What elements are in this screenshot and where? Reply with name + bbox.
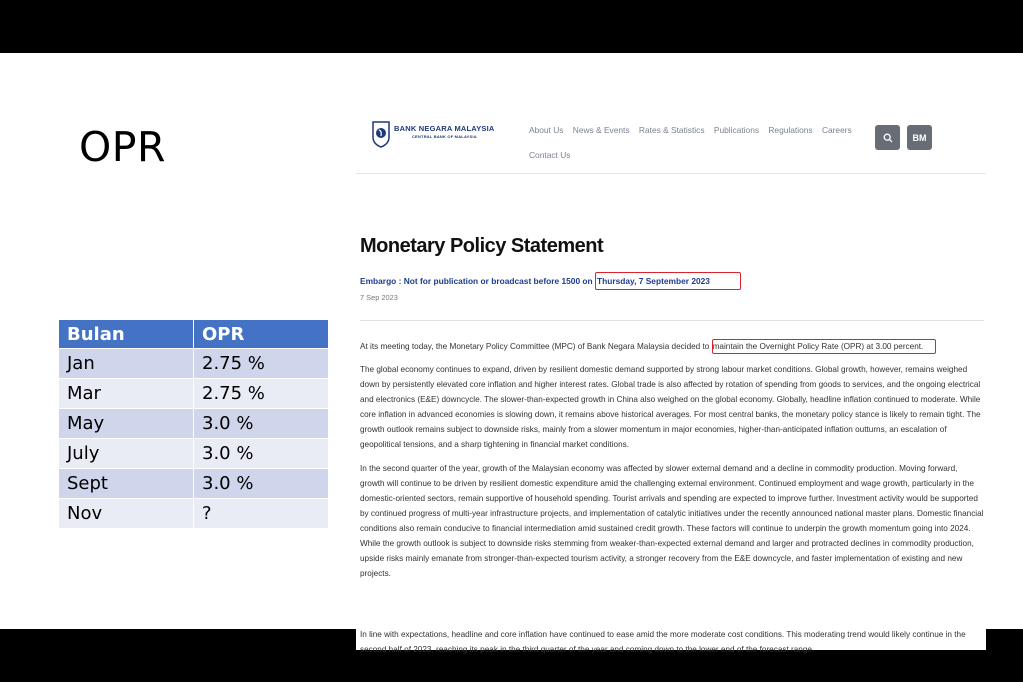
article-title: Monetary Policy Statement [360, 235, 604, 257]
table-row [59, 379, 329, 409]
bnm-logo-name: BANK NEGARA MALAYSIA [394, 124, 495, 133]
embargo-text: Embargo : Not for publication or broadcast before 1500 on [360, 276, 595, 286]
search-button[interactable] [875, 125, 900, 150]
cell-rate: 2.75 % [194, 379, 329, 409]
cell-month: Jan [59, 349, 194, 379]
language-button[interactable]: BM [907, 125, 932, 150]
header-bulan: Bulan [59, 320, 194, 349]
cell-rate: 3.0 % [194, 409, 329, 439]
nav-careers[interactable]: Careers [821, 125, 852, 135]
nav-publications[interactable]: Publications [713, 125, 760, 135]
paragraph-1 [360, 339, 984, 354]
cell-rate: ? [194, 499, 329, 529]
cell-month: Nov [59, 499, 194, 529]
opr-table [58, 319, 329, 529]
paragraph-3: In the second quarter of the year, growth of the Malaysian economy was affected by slower external demand and a decline in commodity production. Moving forward, growth will continue to be driven by resilient domestic expenditure amid the challenging external environment. Continued employment and wage growth, particularly in the domestic-oriented sectors, remain supportive of household spending. Tourist arrivals and spending are expected to improve further. Investment activity would be supported by continued progress of multi-year infrastructure projects, and implementation of catalytic initiatives under the recently announced national master plans. Domestic financial conditions also remain conducive to financial intermediation amid sustained credit growth. These factors will continue to underpin the growth momentum going into 2024. While the growth outlook is subject to downside risks stemming from weaker-than-expected external demand and larger and protracted declines in commodity production, upside risks mainly emanate from stronger-than-expected tourism activity, a stronger recovery from the E&E downcycle, and faster implementation of existing and new projects. [360, 464, 984, 578]
divider [360, 320, 984, 321]
cell-month: Mar [59, 379, 194, 409]
cell-rate: 2.75 % [194, 349, 329, 379]
table-row [59, 349, 329, 379]
slide-title: OPR [79, 123, 166, 171]
cell-month: Sept [59, 469, 194, 499]
search-icon [883, 133, 893, 143]
header-opr: OPR [194, 320, 329, 349]
nav-regulations[interactable]: Regulations [768, 125, 813, 135]
table-row [59, 409, 329, 439]
nav-news-events[interactable]: News & Events [572, 125, 630, 135]
paragraph-1-text: At its meeting today, the Monetary Policy Committee (MPC) of Bank Negara Malaysia decided to [360, 342, 712, 351]
opr-decision-highlight: maintain the Overnight Policy Rate (OPR) at 3.00 percent. [712, 339, 937, 354]
paragraph-2: The global economy continues to expand, driven by resilient domestic demand supported by strong labour market conditions. Global growth, however, remains weighed down by persistently elevated core inflation and higher interest rates. Global trade is also affected by rotation of spending from goods to services, and the ongoing electrical and electronics (E&E) downcycle. The slower-than-expected growth in China also weighed on the global economy. Globally, headline inflation continued to moderate. While core inflation in advanced economies is slowing down, it remains above historical averages. For most central banks, the monetary policy stance is likely to remain tight. The growth outlook remains subject to downside risks, mainly from a slower momentum in major economies, higher-than-anticipated inflation outturns, an escalation of geopolitical tensions, and a sharp tightening in financial market conditions. [360, 365, 981, 449]
table-row [59, 469, 329, 499]
cell-rate: 3.0 % [194, 439, 329, 469]
embargo-date-highlight: Thursday, 7 September 2023 [595, 272, 741, 290]
embargo-line [360, 276, 741, 286]
nav-contact-us[interactable]: Contact Us [529, 150, 571, 160]
bnm-navbar [356, 105, 986, 174]
nav-links [529, 118, 859, 168]
bnm-shield-icon [372, 120, 390, 148]
cell-rate: 3.0 % [194, 469, 329, 499]
table-header-row [59, 320, 329, 349]
nav-about-us[interactable]: About Us [529, 125, 564, 135]
bnm-logo-subtitle: CENTRAL BANK OF MALAYSIA [412, 134, 477, 139]
nav-rates-statistics[interactable]: Rates & Statistics [638, 125, 705, 135]
paragraph-4: In line with expectations, headline and core inflation have continued to ease amid the more moderate cost conditions. This moderating trend would likely continue in the second half of 2023, reaching its peak in the third quarter of the year and coming down to the lower end of the forecast range. [360, 630, 966, 654]
cell-month: July [59, 439, 194, 469]
cell-month: May [59, 409, 194, 439]
table-row [59, 439, 329, 469]
table-row [59, 499, 329, 529]
slide [0, 53, 1023, 654]
bnm-logo[interactable] [372, 120, 512, 154]
publish-date: 7 Sep 2023 [360, 293, 398, 302]
bnm-webpage-screenshot [356, 105, 986, 654]
